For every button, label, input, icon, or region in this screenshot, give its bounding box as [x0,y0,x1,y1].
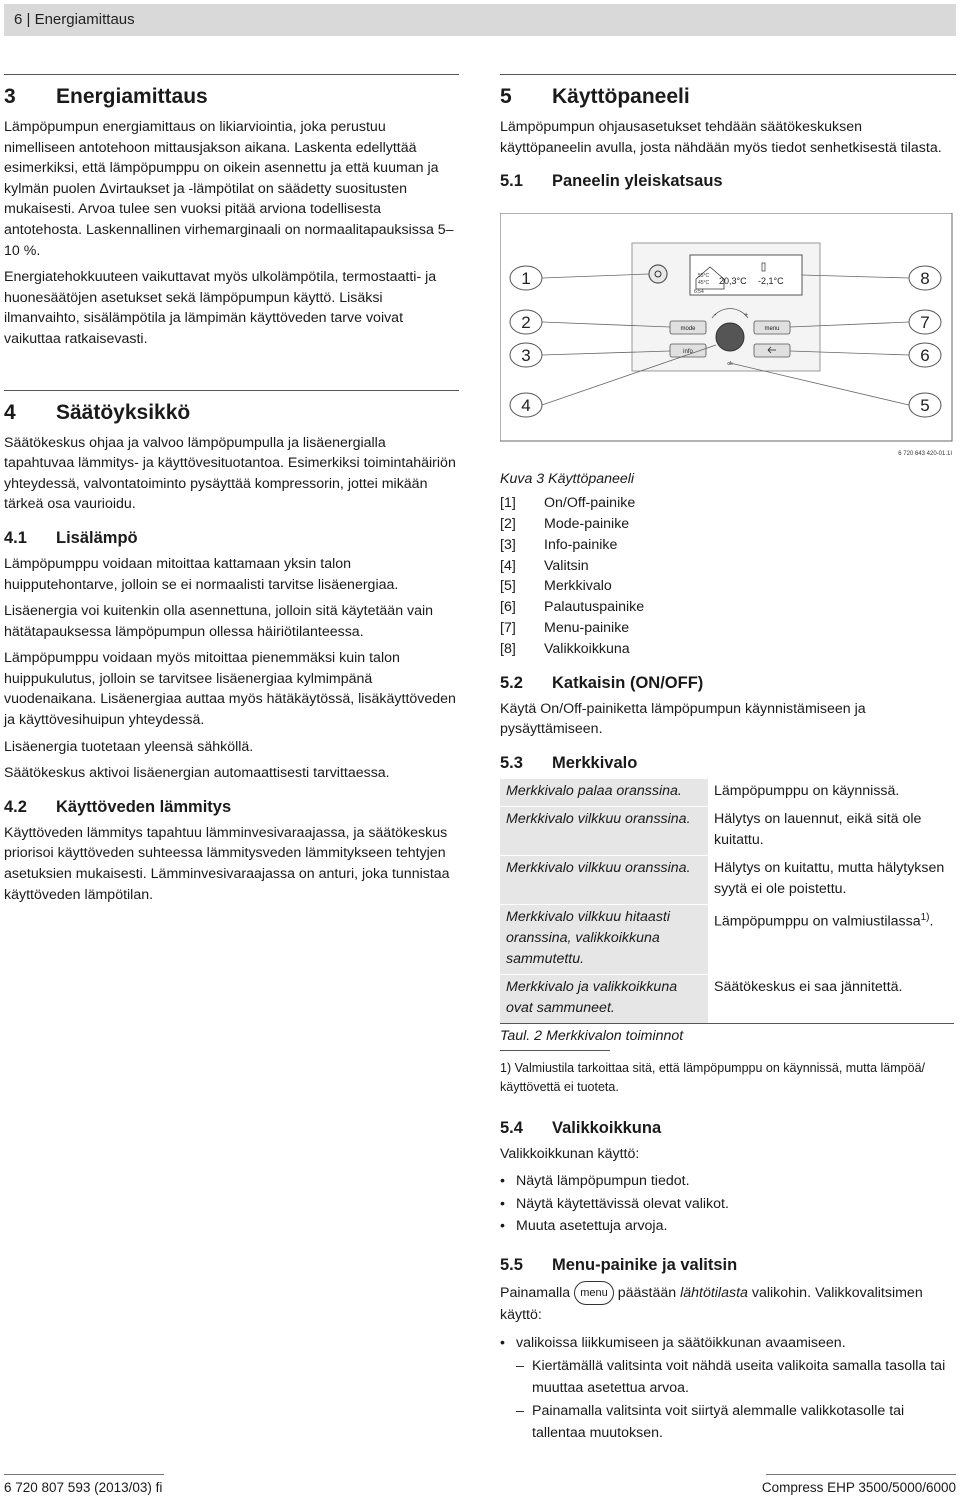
section-5-4-intro: Valikkoikkunan käyttö: [500,1145,640,1162]
section-5-heading: 5 Käyttöpaneeli [500,85,690,108]
lamp-state: Merkkivalo vilkkuu oranssina. [500,855,708,904]
section-5-5-p1: Painamalla menu päästään lähtötilasta valikohin. Valikkovalitsimen käyttö: [500,1281,956,1326]
legend-item: [3] Info-painike [500,536,618,553]
display-time: 6:54 [694,289,704,296]
table-row [500,779,954,807]
lamp-table [500,779,954,1024]
table-row [500,855,954,904]
section-5-4-bullets [500,1170,956,1238]
list-item: • valikoissa liikkumiseen ja säätöikkunan avaamiseen. [500,1335,846,1352]
callout-3: 3 [521,346,531,366]
lamp-state: Merkkivalo vilkkuu hitaasti oranssina, valikkoikkuna sammutettu. [500,904,708,974]
legend-item: [7] Menu-painike [500,619,630,636]
lamp-meaning: Lämpöpumppu on valmiustilassa$^{1)}$. [708,904,954,974]
legend-item: [5] Merkkivalo [500,578,612,595]
table-row [500,904,954,974]
callout-4: 4 [521,396,531,416]
display-temp1: 20,3°C [719,276,747,287]
left-column [4,74,459,911]
section-5-2-heading: 5.2 Katkaisin (ON/OFF) [500,673,704,692]
section-5-5-heading: 5.5 Menu-painike ja valitsin [500,1255,738,1274]
plus-label: + [744,312,749,320]
legend-item: [1] On/Off-painike [500,495,636,512]
section-4-2-heading: 4.2 Käyttöveden lämmitys [4,797,232,816]
callout-2: 2 [521,313,531,333]
display-temp2: -2,1°C [758,276,784,287]
section-5-2-p1: Käytä On/Off-painiketta lämpöpumpun käynnistämiseen ja pysäyttämiseen. [500,700,866,738]
table-row [500,974,954,1023]
control-panel-figure [500,213,956,461]
figure-ref: 6 720 643 420-01.1I [898,451,952,458]
section-3-heading: 3 Energiamittaus [4,85,208,108]
section-5-4-heading: 5.4 Valikkoikkuna [500,1118,662,1137]
info-label: info [683,349,693,356]
lamp-meaning: Säätökeskus ei saa jännitettä. [708,974,954,1023]
section-4-1-p3: Lämpöpumppu voidaan myös mitoittaa pienemmäksi kuin talon huippukulutus, jolloin se tarvitsee lisäenergiaa kylmimpänä vuodenaikana. Lisäenergiaa auttaa myös hätäkäytössä, lisäkäyttöveden ja käyttövesihuipun yhteydessä. [4,650,456,729]
legend-item: [4] Valitsin [500,557,589,574]
section-4-heading: 4 Säätöyksikkö [4,400,191,424]
section-5-5-subitems [500,1355,956,1445]
lamp-meaning: Lämpöpumppu on käynnissä. [714,782,900,799]
menu-label: menu [764,326,780,333]
section-3-p1: Lämpöpumpun energiamittaus on likiarviointia, joka perustuu nimelliseen antotehoon mittausjakson aikana. Laskenta edellyttää esimerkiksi, että lämpöpumppu on oikein asennettu ja että kuuman ja kylmän puolen Δvirtaukset ja -lämpötilat on säädetty suositusten mukaisesti. Arvoa tulee sen vuoksi pitää arviona todellisesta antotehosta. Laskennallinen virhemarginaali on normaalitapauksissa 5–10 %. [4,119,454,259]
section-4-1-heading: 4.1 Lisälämpö [4,528,138,547]
section-3-p2: Energiatehokkuuteen vaikuttavat myös ulkolämpötila, termostaatti- ja huonesäätöjen asetukset sekä lämpöpumpun käyttö. Lisäksi ilmanvaihto, sisälämpötila ja lämpimän käyttöveden tarve voivat vaikuttaa ratkaisevasti. [4,269,437,347]
list-subitem: – Kiertämällä valitsinta voit nähdä useita valikoita samalla tasolla tai muuttaa asetettua arvoa. [516,1357,946,1397]
section-4-1-p5: Säätökeskus aktivoi lisäenergian automaattisesti tarvittaessa. [4,765,390,782]
section-rule [4,74,459,75]
section-4-p1: Säätökeskus ohjaa ja valvoo lämpöpumpulla ja lisäenergialla tapahtuvaa lämmitys- ja käyttövesituotantoa. Esimerkiksi toimintahäiriön yhteydessä, valvontatoiminto pysäyttää kompressorin, jottei mikään tärkeä osa vaurioidu. [4,434,456,513]
figure-legend [500,493,956,659]
section-rule [4,390,459,391]
section-rule [500,74,956,75]
display-small2: 45°C [698,280,710,287]
legend-item: [2] Mode-painike [500,515,630,532]
callout-6: 6 [920,346,930,366]
right-column [500,74,956,1451]
mode-label: mode [680,326,696,333]
legend-item: [6] Palautuspainike [500,599,645,616]
section-5-p1: Lämpöpumpun ohjausasetukset tehdään säätökeskuksen käyttöpaneelin avulla, josta nähdään myös tiedot senhetkisestä tilasta. [500,119,942,156]
section-4-2-p1: Käyttöveden lämmitys tapahtuu lämminvesivaraajassa, ja säätökeskus priorisoi käyttöveden suhteessa lämmitysveden lämmitykseen tehtyjen asetuksien mukaisesti. Lämminvesivaraajassa on anturi, joka tunnistaa käyttöveden lämpötilan. [4,824,450,903]
lamp-state: Merkkivalo ja valikkoikkuna ovat sammuneet. [500,974,708,1023]
footer-rule-right [766,1474,956,1475]
footnote: 1) Valmiustila tarkoittaa sitä, että lämpöpumppu on käynnissä, mutta lämpöä/ käyttövettä ei tuoteta. [500,1060,926,1094]
back-button [754,344,790,357]
figure-caption: Kuva 3 Käyttöpaneeli [500,471,635,488]
callout-7: 7 [920,313,930,333]
footer-right: Compress EHP 3500/5000/6000 [761,1480,956,1495]
lamp-state: Merkkivalo vilkkuu oranssina. [500,806,708,855]
page-header [4,4,956,36]
legend-item: [8] Valikkoikkuna [500,640,630,657]
list-subitem: – Painamalla valitsinta voit siirtyä alemmalle valikkotasolle tai tallentaa muutoksen. [516,1402,905,1442]
callout-8: 8 [920,269,930,289]
callout-5: 5 [920,396,930,416]
selector-knob [716,323,744,351]
section-5-3-heading: 5.3 Merkkivalo [500,753,638,772]
callout-1: 1 [521,269,531,289]
list-item: • Näytä käytettävissä olevat valikot. [500,1195,729,1212]
lamp-meaning: Hälytys on lauennut, eikä sitä ole kuitattu. [708,806,954,855]
footer-rule-left [4,1474,164,1475]
section-4-1-p1: Lämpöpumppu voidaan mitoittaa kattamaan yksin talon huipputehontarve, jolloin se ei normaalisti tarvitse lisäenergiaa. [4,555,399,593]
minus-label: - [714,312,717,320]
section-4-1-p4: Lisäenergia tuotetaan yleensä sähköllä. [4,738,254,755]
lamp-meaning: Hälytys on kuitattu, mutta hälytyksen syytä ei ole poistettu. [708,855,954,904]
display-small1: 55°C [698,273,710,280]
table-caption: Taul. 2 Merkkivalon toiminnot [500,1027,684,1044]
footer-left: 6 720 807 593 (2013/03) fi [4,1480,163,1495]
lamp-state: Merkkivalo palaa oranssina. [500,779,708,807]
onoff-button [649,265,667,283]
section-4-1-p2: Lisäenergia voi kuitenkin olla asennettuna, jolloin sitä käytetään vain hätätapauksessa lämpöpumpun ollessa häiriötilanteessa. [4,603,434,640]
menu-icon: menu [574,1281,614,1306]
section-5-1-heading: 5.1 Paneelin yleiskatsaus [500,172,723,191]
table-row [500,806,954,855]
section-5-5-bullets [500,1332,956,1355]
list-item: • Näytä lämpöpumpun tiedot. [500,1173,690,1190]
list-item: • Muuta asetettuja arvoja. [500,1218,668,1235]
header-text: 6 | Energiamittaus [14,11,135,28]
ok-label: ok [727,361,733,368]
